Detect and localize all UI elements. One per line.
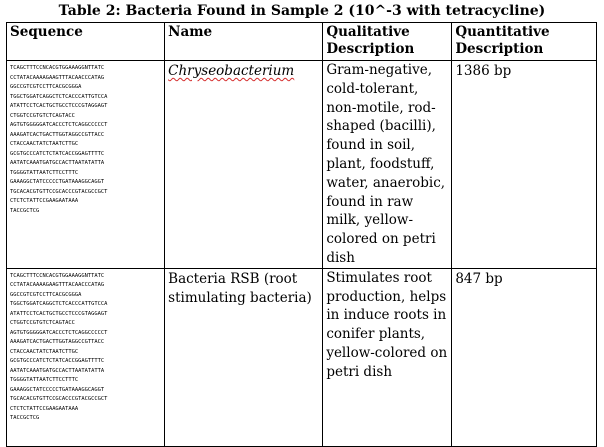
- header-sequence: Sequence: [7, 23, 165, 61]
- header-quantitative: Quantitative Description: [452, 23, 597, 61]
- quantitative-cell: 1386 bp: [452, 61, 597, 269]
- header-name: Name: [165, 23, 323, 61]
- table-header-row: [7, 23, 597, 61]
- bacteria-name: Bacteria RSB (root stimulating bacteria): [168, 270, 312, 306]
- qualitative-cell: Stimulates root production, helps in induce roots in conifer plants, yellow-colored on petri dish: [323, 268, 452, 446]
- bacteria-table: [6, 22, 597, 447]
- sequence-cell: TCAGCTTTCCNCACGTGGAAAGGNTTATC CCTATACAAAAGAAGTTTACAACCCATAG GGCCGTCGTCCTTCACGCGGGA TGGCTGGATCAGGCTCTCACCCATTGTCCA ATATTCCTCACTGCTGCCTCCCGTAGGAGT CTGGTCCGTGTCTCAGTACC AGTGTGGGGGATCACCCTCTCAGGCCCCCT AAAGATCACTGACTTGGTAGGCCGTTACC CTACCAACTATCTAATCTTGC GCGTGCCCATCTCTATCACCGGAGTTTTC AATATCAAATGATGCCACTTAATATATTA TGGGGTATTAATCTTCCTTTC GAAAGGCTATCCCCCTGATAAAGGCAGGT TGCACACGTGTTCCGCACCCGTACGCCGCT CTCTCTATTCCGAAGAATAAA TACCGCTCG: [7, 61, 165, 269]
- table-row: [7, 61, 597, 269]
- bacteria-name: Chryseobacterium: [168, 63, 295, 79]
- header-qualitative: Qualitative Description: [323, 23, 452, 61]
- name-cell: [165, 61, 323, 269]
- qualitative-cell: Gram-negative, cold-tolerant, non-motile, rod-shaped (bacilli), found in soil, plant, foodstuff, water, anaerobic, found in raw milk, yellow-colored on petri dish: [323, 61, 452, 269]
- table-caption: Table 2: Bacteria Found in Sample 2 (10^-3 with tetracycline): [58, 3, 546, 19]
- quantitative-cell: 847 bp: [452, 268, 597, 446]
- sequence-cell: TCAGCTTTCCNCACGTGGAAAGGNTTATC CCTATACAAAAGAAGTTTACAACCCATAG GGCCGTCGTCCTTCACGCGGGA TGGCTGGATCAGGCTCTCACCCATTGTCCA ATATTCCTCACTGCTGCCTCCCGTAGGAGT CTGGTCCGTGTCTCAGTACC AGTGTGGGGGATCACCCTCTCAGGCCCCCT AAAGATCACTGACTTGGTAGGCCGTTACC CTACCAACTATCTAATCTTGC GCGTGCCCATCTCTATCACCGGAGTTTTC AATATCAAATGATGCCACTTAATATATTA TGGGGTATTAATCTTCCTTTC GAAAGGCTATCCCCCTGATAAAGGCAGGT TGCACACGTGTTCCGCACCCGTACGCCGCT CTCTCTATTCCGAAGAATAAA TACCGCTCG: [7, 268, 165, 446]
- table-row: [7, 268, 597, 446]
- name-cell: [165, 268, 323, 446]
